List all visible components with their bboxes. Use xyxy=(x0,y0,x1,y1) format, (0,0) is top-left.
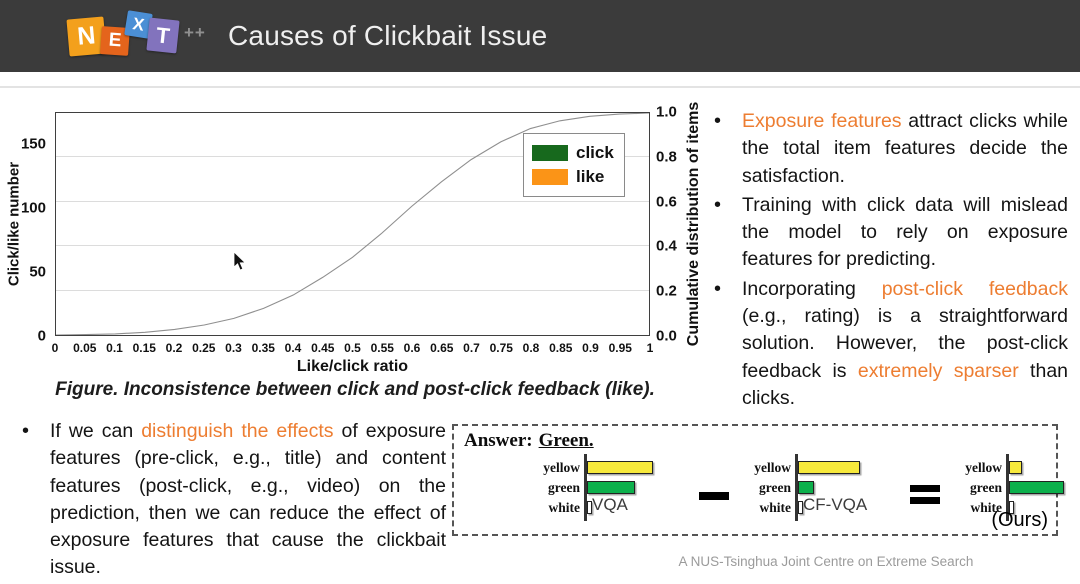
legend-item xyxy=(532,167,614,187)
vqa-chart-label: VQA xyxy=(592,495,628,514)
answer-box xyxy=(452,424,1058,536)
legend-label: click xyxy=(576,143,614,162)
mini-bar-label-green: green xyxy=(970,480,1002,495)
bullet-item xyxy=(706,108,1068,190)
answer-label: Answer: xyxy=(464,430,533,451)
y2-tick-label: 1.0 xyxy=(656,103,677,121)
legend-swatch-click xyxy=(532,145,568,161)
x-tick-label: 0.6 xyxy=(403,341,421,355)
y2-tick-label: 0.2 xyxy=(656,282,677,300)
x-tick-label: 0.2 xyxy=(165,341,183,355)
mini-bar-yellow xyxy=(798,461,860,474)
mini-bar-label-green: green xyxy=(759,480,791,495)
mini-bar-label-white: white xyxy=(548,500,580,515)
mini-bar-labels xyxy=(741,454,795,521)
y-tick-label: 100 xyxy=(20,199,46,217)
legend-item xyxy=(532,143,614,163)
mini-bar-labels xyxy=(530,454,584,521)
x-tick-label: 1 xyxy=(646,341,654,355)
legend xyxy=(523,133,625,197)
bullet-item xyxy=(706,192,1068,274)
answer-text xyxy=(464,430,594,452)
y-axis-left-ticks xyxy=(16,112,50,345)
ours-label: (Ours) xyxy=(991,509,1048,531)
mini-bar-label-green: green xyxy=(548,480,580,495)
right-text-panel xyxy=(706,108,1068,414)
bottom-left-panel xyxy=(14,418,446,584)
minus-operator-icon xyxy=(699,492,729,500)
x-tick-label: 0.5 xyxy=(344,341,361,355)
mini-bar-yellow xyxy=(1009,461,1022,474)
logo-tile-n: N xyxy=(66,16,106,56)
bullet-marker: • xyxy=(22,420,30,442)
bullet-text: Incorporating post-click feedback (e.g., rating) is a straightforward solution. However, the post-click feedback is extremely sparser than clicks. xyxy=(742,277,1069,409)
mini-bar-yellow xyxy=(587,461,653,474)
x-tick-label: 0.4 xyxy=(284,341,302,355)
cf-vqa-mini-chart xyxy=(741,454,898,521)
mouse-cursor-icon xyxy=(233,252,247,272)
mini-bar-label-yellow: yellow xyxy=(543,460,580,475)
logo-tile-x: X xyxy=(124,10,153,39)
x-tick-label: 0.05 xyxy=(73,341,97,355)
mini-bar-label-white: white xyxy=(759,500,791,515)
x-tick-label: 0.3 xyxy=(225,341,242,355)
figure-caption: Figure. Inconsistence between click and post-click feedback (like). xyxy=(55,379,655,400)
bullet-marker: • xyxy=(714,193,722,216)
answer-value: Green. xyxy=(538,430,594,451)
bullet-item xyxy=(706,276,1068,412)
cf-vqa-chart-label: CF-VQA xyxy=(803,495,868,514)
bullet-text: Exposure features attract clicks while the total item features decide the satisfaction. xyxy=(742,110,1068,187)
mini-bar-label-white: white xyxy=(970,500,1002,515)
x-tick-label: 0.55 xyxy=(370,341,394,355)
x-axis-ticks xyxy=(51,341,654,355)
x-tick-label: 0.25 xyxy=(192,341,216,355)
vqa-mini-chart xyxy=(530,454,687,521)
y-tick-label: 150 xyxy=(20,135,46,153)
y-tick-label: 50 xyxy=(29,263,46,281)
x-tick-label: 0.65 xyxy=(430,341,454,355)
x-tick-label: 0.85 xyxy=(549,341,573,355)
x-tick-label: 0.75 xyxy=(489,341,513,355)
bullet-marker: • xyxy=(714,277,722,300)
y2-tick-label: 0.0 xyxy=(656,327,677,345)
y-tick-label: 0 xyxy=(37,327,46,345)
equals-operator-icon xyxy=(910,485,940,504)
x-tick-label: 0 xyxy=(51,341,59,355)
y2-tick-label: 0.8 xyxy=(656,148,677,166)
x-tick-label: 0.1 xyxy=(106,341,123,355)
mini-bar-label-yellow: yellow xyxy=(754,460,791,475)
x-tick-label: 0.9 xyxy=(582,341,599,355)
bullet-text: Training with click data will mislead the model to rely on exposure features for predicting. xyxy=(742,193,1068,271)
x-tick-label: 0.15 xyxy=(132,341,156,355)
y2-tick-label: 0.6 xyxy=(656,193,677,211)
y2-tick-label: 0.4 xyxy=(656,237,677,255)
mini-bar-green xyxy=(1009,481,1064,494)
y-axis-right-ticks xyxy=(654,103,688,345)
mini-bar-green xyxy=(798,481,814,494)
legend-label: like xyxy=(576,167,605,186)
bullet-item xyxy=(14,418,446,582)
page-title: Causes of Clickbait Issue xyxy=(228,20,548,51)
x-tick-label: 0.45 xyxy=(311,341,335,355)
header-bar xyxy=(0,0,1080,72)
logo-plus-plus: ++ xyxy=(184,23,206,42)
mini-bar-green xyxy=(587,481,635,494)
header-divider xyxy=(0,86,1080,88)
x-tick-label: 0.35 xyxy=(251,341,275,355)
bullet-text: If we can distinguish the effects of exposure features (pre-click, e.g., title) and content features (post-click, e.g., video) on the prediction, then we can reduce the effect of exposure features that cause the clickbait issue. xyxy=(50,420,446,579)
footer-text: A NUS-Tsinghua Joint Centre on Extreme Search xyxy=(678,554,974,569)
y-axis-label-right: Cumulative distribution of items xyxy=(685,101,702,347)
legend-swatch-like xyxy=(532,169,568,185)
mini-bar-label-yellow: yellow xyxy=(965,460,1002,475)
logo-tile-t: T xyxy=(146,18,179,54)
y-axis-label-left: Click/like number xyxy=(5,161,23,287)
x-axis-label: Like/click ratio xyxy=(296,358,409,375)
x-tick-label: 0.8 xyxy=(522,341,540,355)
bullet-marker: • xyxy=(714,110,722,132)
x-tick-label: 0.95 xyxy=(608,341,632,355)
x-tick-label: 0.7 xyxy=(463,341,480,355)
next-plus-plus-logo xyxy=(68,10,218,64)
logo-tile-e: E xyxy=(100,26,130,56)
